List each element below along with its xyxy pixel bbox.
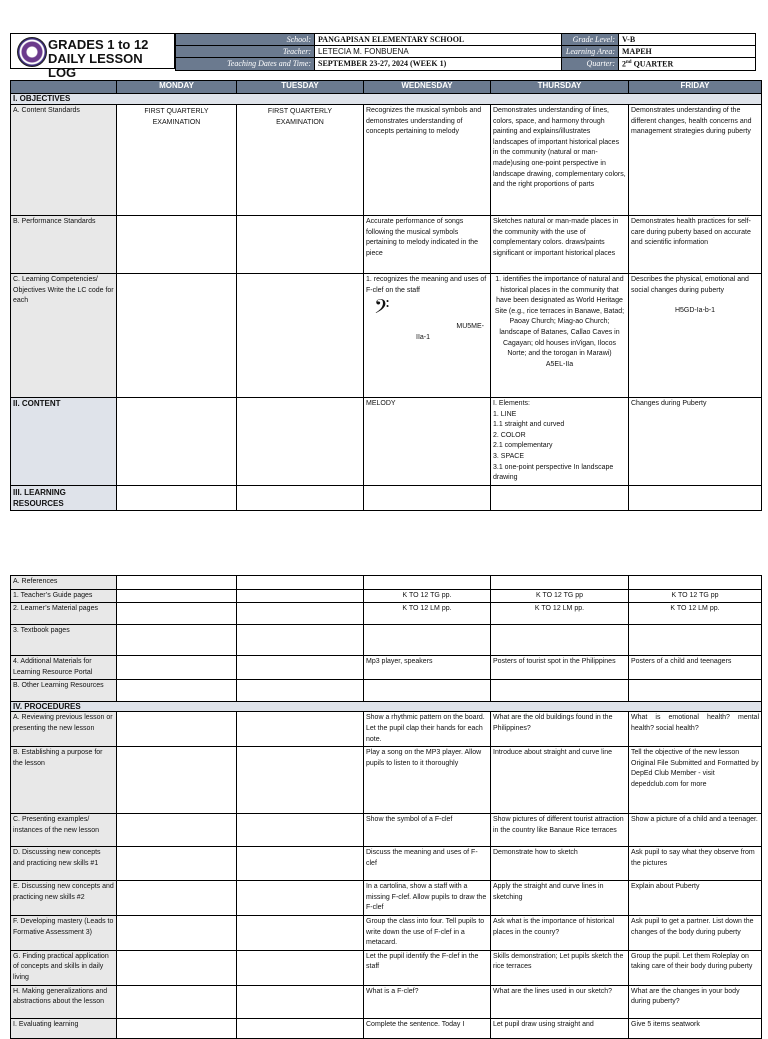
section-procedures: IV. PROCEDURES — [11, 702, 762, 712]
table-row — [11, 1018, 762, 1038]
cell-tuesday — [237, 274, 364, 398]
grade-value: V-B — [619, 34, 756, 46]
row-label: 4. Additional Materials for Learning Resource Portal — [11, 656, 117, 680]
row-label: B. Other Learning Resources — [11, 680, 117, 702]
row-label: F. Developing mastery (Leads to Formative Assessment 3) — [11, 915, 117, 950]
row-label: A. Content Standards — [11, 105, 117, 216]
dates-value: SEPTEMBER 23-27, 2024 (WEEK 1) — [315, 58, 562, 71]
section-resources: III. LEARNING RESOURCES — [11, 486, 117, 511]
cell-thursday: Introduce about straight and curve line — [491, 747, 629, 814]
cell-thursday: Apply the straight and curve lines in sketching — [491, 881, 629, 916]
cell-wednesday: K TO 12 LM pp. — [364, 603, 491, 625]
table-row — [11, 576, 762, 590]
table-row — [11, 985, 762, 1018]
cell-thursday: Show pictures of different tourist attraction in the country like Banaue Rice terraces — [491, 814, 629, 847]
cell-friday: What are the changes in your body during puberty? — [629, 985, 762, 1018]
cell-wednesday: Accurate performance of songs following the musical symbols pertaining to melody indicated in the piece — [364, 216, 491, 274]
document-title — [48, 38, 174, 80]
table-row — [11, 656, 762, 680]
row-label: E. Discussing new concepts and practicing new skills #2 — [11, 881, 117, 916]
cell-monday — [117, 274, 237, 398]
cell-thursday: Posters of tourist spot in the Philippines — [491, 656, 629, 680]
quarter-value: 2nd QUARTER — [619, 58, 756, 71]
table-row — [11, 486, 762, 511]
cell-thursday: What are the lines used in our sketch? — [491, 985, 629, 1018]
day-wednesday: WEDNESDAY — [364, 81, 491, 94]
cell-wednesday: Mp3 player, speakers — [364, 656, 491, 680]
area-value: MAPEH — [619, 46, 756, 58]
table-row — [11, 915, 762, 950]
table-row — [11, 747, 762, 814]
day-monday: MONDAY — [117, 81, 237, 94]
cell-friday: Posters of a child and teenagers — [629, 656, 762, 680]
day-tuesday: TUESDAY — [237, 81, 364, 94]
table-row — [11, 216, 762, 274]
table-row — [11, 814, 762, 847]
cell-friday: What is emotional health? mental health? social health? — [629, 712, 762, 747]
cell-friday: Demonstrates understanding of the different changes, health concerns and management strategies during puberty — [629, 105, 762, 216]
cell-wednesday: Play a song on the MP3 player. Allow pupils to listen to it thoroughly — [364, 747, 491, 814]
area-label: Learning Area: — [562, 46, 619, 58]
cell-thursday: What are the old buildings found in the Philippines? — [491, 712, 629, 747]
cell-wednesday: Group the class into four. Tell pupils to write down the use of F-clef in a metacard. — [364, 915, 491, 950]
table-row — [11, 847, 762, 881]
cell-wednesday: Discuss the meaning and uses of F-clef — [364, 847, 491, 881]
cell-thursday: K TO 12 TG pp — [491, 589, 629, 603]
row-label: C. Presenting examples/ instances of the new lesson — [11, 814, 117, 847]
row-label: A. References — [11, 576, 117, 590]
procedures-row — [11, 702, 762, 712]
cell-friday: Demonstrates health practices for self-care during puberty based on accurate and scientific information — [629, 216, 762, 274]
cell-friday: Give 5 items seatwork — [629, 1018, 762, 1038]
cell-tuesday — [237, 216, 364, 274]
cell-wednesday: Show a rhythmic pattern on the board. Let the pupil clap their hands for each note. — [364, 712, 491, 747]
logo-box — [10, 33, 175, 80]
table-row — [11, 680, 762, 702]
teacher-value: LETECIA M. FONBUENA — [315, 46, 562, 58]
table-row — [11, 881, 762, 916]
cell-wednesday: MELODY — [364, 398, 491, 486]
cell-wednesday: Let the pupil identify the F-clef in the staff — [364, 950, 491, 985]
table-row — [11, 274, 762, 398]
cell-tuesday: FIRST QUARTERLY EXAMINATION — [237, 105, 364, 216]
cell-friday: Changes during Puberty — [629, 398, 762, 486]
day-header-row — [11, 81, 762, 94]
cell-wednesday: 1. recognizes the meaning and uses of F-clef on the staff 𝄢 MU5ME- IIa-1 — [364, 274, 491, 398]
row-label: H. Making generalizations and abstractions about the lesson — [11, 985, 117, 1018]
cell-thursday: Ask what is the importance of historical places in the counry? — [491, 915, 629, 950]
cell-wednesday: Show the symbol of a F-clef — [364, 814, 491, 847]
cell-thursday: K TO 12 LM pp. — [491, 603, 629, 625]
section-objectives: I. OBJECTIVES — [11, 94, 762, 105]
table-row — [11, 589, 762, 603]
row-label: A. Reviewing previous lesson or presenting the new lesson — [11, 712, 117, 747]
table-row — [11, 950, 762, 985]
corner-cell — [11, 81, 117, 94]
dates-label: Teaching Dates and Time: — [176, 58, 315, 71]
teacher-label: Teacher: — [176, 46, 315, 58]
cell-friday: Explain about Puberty — [629, 881, 762, 916]
cell-friday: Show a picture of a child and a teenager. — [629, 814, 762, 847]
day-friday: FRIDAY — [629, 81, 762, 94]
cell-monday — [117, 398, 237, 486]
dll-header — [10, 33, 761, 80]
cell-thursday: Demonstrate how to sketch — [491, 847, 629, 881]
cell-thursday: Demonstrates understanding of lines, colors, space, and harmony through painting and explains/illustrates landscapes of important historical places in the community (natural or man-made)using one-point perspective in landscape drawing, complementary colors, and the right proportions of parts — [491, 105, 629, 216]
row-label: 1. Teacher’s Guide pages — [11, 589, 117, 603]
cell-friday: Ask pupil to say what they observe from the pictures — [629, 847, 762, 881]
lesson-table-page-1 — [10, 80, 762, 511]
cell-monday — [117, 216, 237, 274]
cell-wednesday: In a cartolina, show a staff with a missing F-clef. Allow pupils to draw the F-clef — [364, 881, 491, 916]
section-content: II. CONTENT — [11, 398, 117, 486]
cell-thursday: 1. identifies the importance of natural and historical places in the community that have been designated as World Heritage Site (e.g., rice terraces in Banawe, Batad; Paoay Church; Miag-ao Church; landscape of Batanes, Callao Caves in Cagayan; old houses inVigan, Ilocos Norte; and the torogan in Marawi) A5EL-IIa — [491, 274, 629, 398]
cell-friday: Describes the physical, emotional and social changes during puberty H5GD-Ia-b-1 — [629, 274, 762, 398]
cell-thursday: Sketches natural or man-made places in the community with the use of complementary colors. draws/paints significant or important historical places — [491, 216, 629, 274]
row-label: I. Evaluating learning — [11, 1018, 117, 1038]
deped-seal-icon — [17, 37, 47, 67]
table-row — [11, 398, 762, 486]
row-label: G. Finding practical application of concepts and skills in daily living — [11, 950, 117, 985]
cell-wednesday: What is a F-clef? — [364, 985, 491, 1018]
cell-friday: Tell the objective of the new lesson Original File Submitted and Formatted by DepEd Club Member - visit depedclub.com for more — [629, 747, 762, 814]
f-clef-icon: 𝄢 — [374, 295, 390, 324]
grade-label: Grade Level: — [562, 34, 619, 46]
cell-thursday: Skills demonstration; Let pupils sketch the rice terraces — [491, 950, 629, 985]
table-row — [11, 603, 762, 625]
cell-wednesday: K TO 12 TG pp. — [364, 589, 491, 603]
objectives-row — [11, 94, 762, 105]
cell-friday: K TO 12 LM pp. — [629, 603, 762, 625]
row-label: D. Discussing new concepts and practicing new skills #1 — [11, 847, 117, 881]
school-label: School: — [176, 34, 315, 46]
table-row — [11, 712, 762, 747]
table-row — [11, 105, 762, 216]
row-label: B. Establishing a purpose for the lesson — [11, 747, 117, 814]
cell-thursday: Let pupil draw using straight and — [491, 1018, 629, 1038]
cell-friday: K TO 12 TG pp — [629, 589, 762, 603]
cell-thursday: I. Elements: 1. LINE 1.1 straight and curved 2. COLOR 2.1 complementary 3. SPACE 3.1 one-point perspective In landscape drawing — [491, 398, 629, 486]
cell-wednesday: Complete the sentence. Today I — [364, 1018, 491, 1038]
row-label: 3. Textbook pages — [11, 625, 117, 656]
row-label: C. Learning Competencies/ Objectives Write the LC code for each — [11, 274, 117, 398]
cell-wednesday: Recognizes the musical symbols and demonstrates understanding of concepts pertaining to melody — [364, 105, 491, 216]
lesson-table-page-2 — [10, 575, 762, 1039]
day-thursday: THURSDAY — [491, 81, 629, 94]
info-table — [175, 33, 756, 71]
title-line-2: DAILY LESSON LOG — [48, 51, 143, 80]
school-value: PANGAPISAN ELEMENTARY SCHOOL — [315, 34, 562, 46]
cell-friday: Ask pupil to get a partner. List down the changes of the body during puberty — [629, 915, 762, 950]
row-label: 2. Learner’s Material pages — [11, 603, 117, 625]
cell-tuesday — [237, 398, 364, 486]
cell-friday: Group the pupil. Let them Roleplay on taking care of their body during puberty — [629, 950, 762, 985]
table-row — [11, 625, 762, 656]
cell-monday: FIRST QUARTERLY EXAMINATION — [117, 105, 237, 216]
quarter-label: Quarter: — [562, 58, 619, 71]
title-line-1: GRADES 1 to 12 — [48, 37, 149, 52]
row-label: B. Performance Standards — [11, 216, 117, 274]
